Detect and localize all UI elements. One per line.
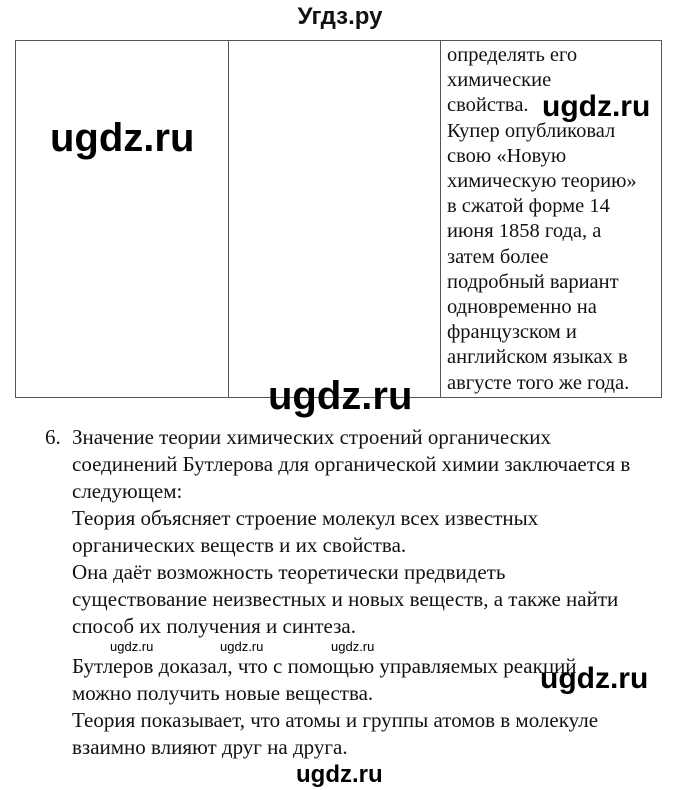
text-line: свойства. (447, 94, 529, 117)
text-line: химические (447, 69, 552, 92)
text-line: июня 1858 года, а (447, 220, 602, 243)
text-line: в сжатой форме 14 (447, 195, 610, 218)
watermark: ugdz.ru (220, 639, 264, 654)
text-line: следующем: (72, 479, 183, 503)
text-line: Теория объясняет строение молекул всех известных (72, 506, 539, 530)
watermark: ugdz.ru (331, 639, 375, 654)
text-line: соединений Бутлерова для органической химии заключается в (72, 452, 631, 476)
text-line: Купер опубликовал (447, 119, 616, 142)
page-title: Угдз.ру (297, 3, 383, 30)
watermark: ugdz.ru (50, 116, 195, 160)
text-line: подробный вариант (447, 270, 619, 293)
watermark: ugdz.ru (542, 90, 651, 123)
text-line: взаимно влияют друг на друга. (72, 735, 348, 759)
watermark: ugdz.ru (296, 761, 383, 788)
numbered-answer (45, 424, 665, 761)
text-line: органических веществ и их свойства. (72, 533, 407, 557)
text-line: Теория показывает, что атомы и группы атомов в молекуле (72, 708, 599, 732)
watermark: ugdz.ru (268, 374, 413, 418)
text-line: Бутлеров доказал, что с помощью управляемых реакций (72, 654, 577, 678)
text-line: свою «Новую (447, 144, 567, 167)
text-line: химическую теорию» (447, 170, 637, 193)
list-number: 6. (45, 425, 61, 449)
text-line: августе того же года. (447, 371, 630, 394)
watermark: ugdz.ru (110, 639, 154, 654)
text-line: одновременно на (447, 296, 597, 319)
table-divider (228, 41, 229, 397)
text-line: существование неизвестных и новых веществ, а также найти (72, 587, 619, 611)
watermark: ugdz.ru (540, 662, 649, 695)
text-line: Значение теории химических строений органических (72, 425, 551, 449)
text-line: можно получить новые вещества. (72, 681, 374, 705)
text-line: французском и (447, 321, 577, 344)
text-line: определять его (447, 44, 578, 66)
text-line: способ их получения и синтеза. (72, 614, 356, 638)
table-divider (440, 41, 441, 397)
text-line: затем более (447, 245, 549, 268)
text-line: Она даёт возможность теоретически предвидеть (72, 560, 506, 584)
text-line: английском языках в (447, 346, 628, 369)
